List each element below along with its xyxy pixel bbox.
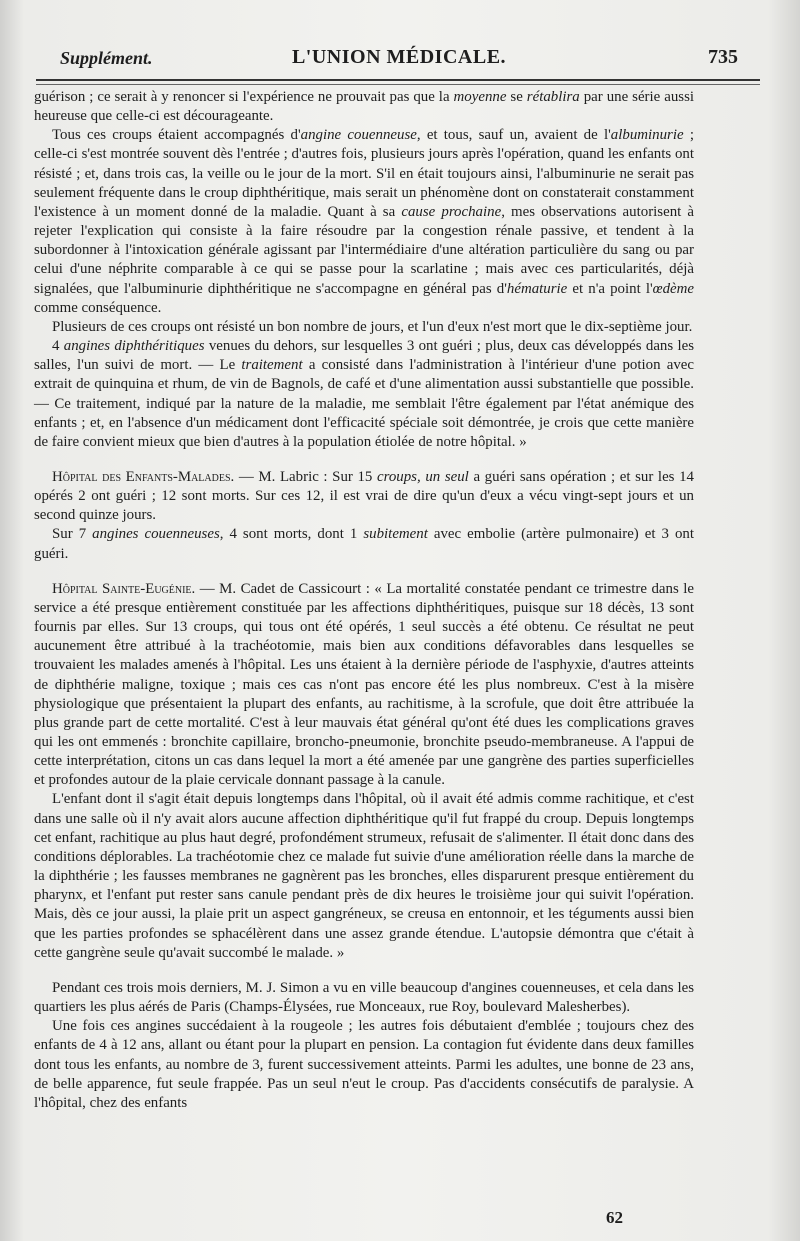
text-run: guérison ; ce serait à y renoncer si l'expérience ne prouvait pas que la xyxy=(34,89,454,105)
text-run: avec embolie (artère pulmonaire) et 3 ont guéri. xyxy=(34,526,695,562)
text-run: Une fois ces angines succédaient à la rougeole ; les autres fois débutaient d'emblée ; toujours chez des enfants de 4 à 12 ans, allant ou étant pour la plupart en pension. La contagion fut évidente dans deux familles dont tous les enfants, au nombre de 3, furent successivement atteints. Parmi les adultes, une bonne de 23 ans, de belle apparence, fut seule frappée. Pas un seul n'eut le croup. Pas d'accidents consécutifs de paralysie. A l'hôpital, chez des enfants xyxy=(34,1018,694,1111)
italic-text: croups, un seul xyxy=(377,468,469,485)
hospital-name: Hôpital Sainte-Eugénie. xyxy=(52,580,196,597)
text-run: Pendant ces trois mois derniers, M. J. Simon a vu en ville beaucoup d'angines couenneuses, et cela dans les quartiers les plus aérés de Paris (Champs-Élysées, rue Monceaux, rue Roy, boulevard Malesherbes). xyxy=(34,979,694,1016)
paragraph-p2 xyxy=(34,126,694,318)
italic-text: moyenne xyxy=(453,89,507,105)
paragraph-p9 xyxy=(34,979,694,1017)
text-run: , 4 sont morts, dont 1 xyxy=(219,526,364,543)
paragraph-p7 xyxy=(34,580,694,791)
text-run: a consisté dans l'administration à l'intérieur d'une potion avec extrait de quinquina et rhum, de vin de Bagnols, de café et d'une alimentation aussi substantielle que possible. — Ce traitement, indiqué par la nature de la maladie, me semblait l'être également par l'état anémique des enfants ; et, en l'absence d'un médicament dont l'efficacité spéciale soit démontrée, je crois que cette manière de faire convient mieux que bien d'autres à la population étiolée de notre hôpital. » xyxy=(34,357,695,450)
italic-text: angines couenneuses xyxy=(92,526,220,543)
article-body xyxy=(34,88,694,1113)
paragraph-gap xyxy=(34,564,694,580)
text-run: ; celle-ci s'est montrée souvent dès l'entrée ; d'autres fois, plusieurs jours après l'opération, quand les enfants ont résisté ; et, dans trois cas, la veille ou le jour de la mort. S'il en était toujours ainsi, l'albuminurie ne serait pas seulement fréquente dans le croup diphthéritique, mais serait un phénomène dont on constaterait constamment l'existence à un moment donné de la maladie. Quant à sa xyxy=(34,127,694,220)
text-run: par une série aussi heureuse que celle-ci est décourageante. xyxy=(34,89,695,125)
text-run: — M. Cadet de Cassicourt : « La mortalité constatée pendant ce trimestre dans le service a été presque entièrement constituée par les affections diphthéritiques, puisque sur 18 décès, 13 sont fournis par elles. Sur 13 croups, qui tous ont été opérés, 1 seul succès a été obtenu. Ce résultat ne peut aucunement être attribué à la trachéotomie, mais bien aux conditions défavorables dans lesquelles se trouvaient les malades amenés à l'hôpital. Les uns étaient à la dernière période de l'asphyxie, d'autres atteints de diphthérie maligne, toxique ; mais ces cas n'ont pas encore été les plus nombreux. C'est à la misère physiologique que présentaient la plupart des enfants, au rachitisme, à la scrofule, que doit être attribuée la plus grande part de cette mortalité. C'est à leur mauvais état général qu'ont été dues les complications graves qui les ont emmenés : bronchite capillaire, broncho-pneumonie, bronchite pseudo-membraneuse. A l'appui de cette interprétation, citons un cas dans lequel la mort a été amenée par une gangrène des parties superficielles et profondes autour de la plaie cervicale donnant passage à la canule. xyxy=(34,580,694,789)
text-run: et n'a point l' xyxy=(567,280,653,297)
text-run: 4 xyxy=(52,338,64,355)
page-header xyxy=(60,44,738,74)
paragraph-p6 xyxy=(34,525,694,563)
italic-text: traitement xyxy=(241,357,303,374)
text-run: L'enfant dont il s'agit était depuis longtemps dans l'hôpital, où il avait été admis comme rachitique, et c'est dans une salle où il n'y avait alors aucune affection diphthéritique qu'il fut frappé du croup. Depuis longtemps cet enfant, rachitique au plus haut degré, profondément strumeux, refusait de s'alimenter. Il était donc dans des conditions déplorables. La trachéotomie chez ce malade fut suivie d'une amélioration réelle dans la marche de la diphthérie ; les fausses membranes ne gagnèrent pas les bronches, elles disparurent presque entièrement du pharynx, et l'enfant put rester sans canule pendant près de dix heures le troisième jour qui suivit l'opération. Mais, dès ce jour aussi, la plaie prit un aspect gangréneux, se creusa en entonnoir, et les téguments aussi bien que les parties profondes se sphacélèrent dans une assez grande étendue. L'autopsie démontra que c'était à cette gangrène seule qu'avait succombé le malade. » xyxy=(34,791,694,961)
text-run: comme conséquence. xyxy=(34,299,162,316)
text-run: , et tous, sauf un, avaient de l' xyxy=(416,127,611,144)
paragraph-p5 xyxy=(34,468,694,525)
text-run: Tous ces croups étaient accompagnés d' xyxy=(52,127,301,144)
paragraph-p3 xyxy=(34,318,694,337)
text-run: Plusieurs de ces croups ont résisté un bon nombre de jours, et l'un d'eux n'est mort que le dix-septième jour. xyxy=(52,318,693,335)
hospital-name: Hôpital des Enfants-Malades. xyxy=(52,468,235,485)
paragraph-p4 xyxy=(34,337,694,452)
italic-text: œdème xyxy=(652,280,694,297)
signature-mark: 62 xyxy=(606,1208,623,1227)
italic-text: subitement xyxy=(363,526,428,543)
page-number: 735 xyxy=(708,46,738,68)
header-rule-thin xyxy=(36,84,760,85)
paragraph-p10 xyxy=(34,1017,694,1113)
text-run: a guéri sans opération ; et sur les 14 opérés 2 ont guéri ; 12 sont morts. Sur ces 12, il est vrai de dire qu'un d'eux a vécu vingt-sept jours et un second quinze jours. xyxy=(34,468,694,524)
italic-text: rétablira xyxy=(526,89,580,105)
text-run: se xyxy=(506,89,527,105)
italic-text: angines diphthéritiques xyxy=(63,338,205,355)
italic-text: angine couenneuse xyxy=(300,127,417,144)
paragraph-gap xyxy=(34,452,694,468)
header-rule xyxy=(36,79,760,81)
paragraph-gap xyxy=(34,963,694,979)
italic-text: hématurie xyxy=(506,280,568,297)
text-run: — M. Labric : Sur 15 xyxy=(234,468,377,485)
header-section: Supplément. xyxy=(60,48,153,68)
text-run: venues du dehors, sur lesquelles 3 ont guéri ; plus, deux cas développés dans les salles, l'un suivi de mort. — Le xyxy=(34,338,695,374)
journal-title: L'UNION MÉDICALE. xyxy=(291,46,507,68)
text-run: , mes observations autorisent à rejeter l'explication qui consiste à la faire résoudre par la congestion rénale passive, et tendent à la subordonner à l'intoxication générale agissant par l'intermédiaire d'une altération particulière du sang ou par celui d'une néphrite comparable à ce qui se passe pour la scarlatine ; mais avec ces particularités, déjà signalées, que l'albuminurie diphthéritique ne s'accompagne en général pas d' xyxy=(34,203,695,297)
italic-text: cause prochaine xyxy=(401,203,502,220)
italic-text: albuminurie xyxy=(610,127,684,144)
paragraph-p8 xyxy=(34,790,694,962)
paragraph-p1 xyxy=(34,88,694,126)
text-run: Sur 7 xyxy=(52,526,93,543)
